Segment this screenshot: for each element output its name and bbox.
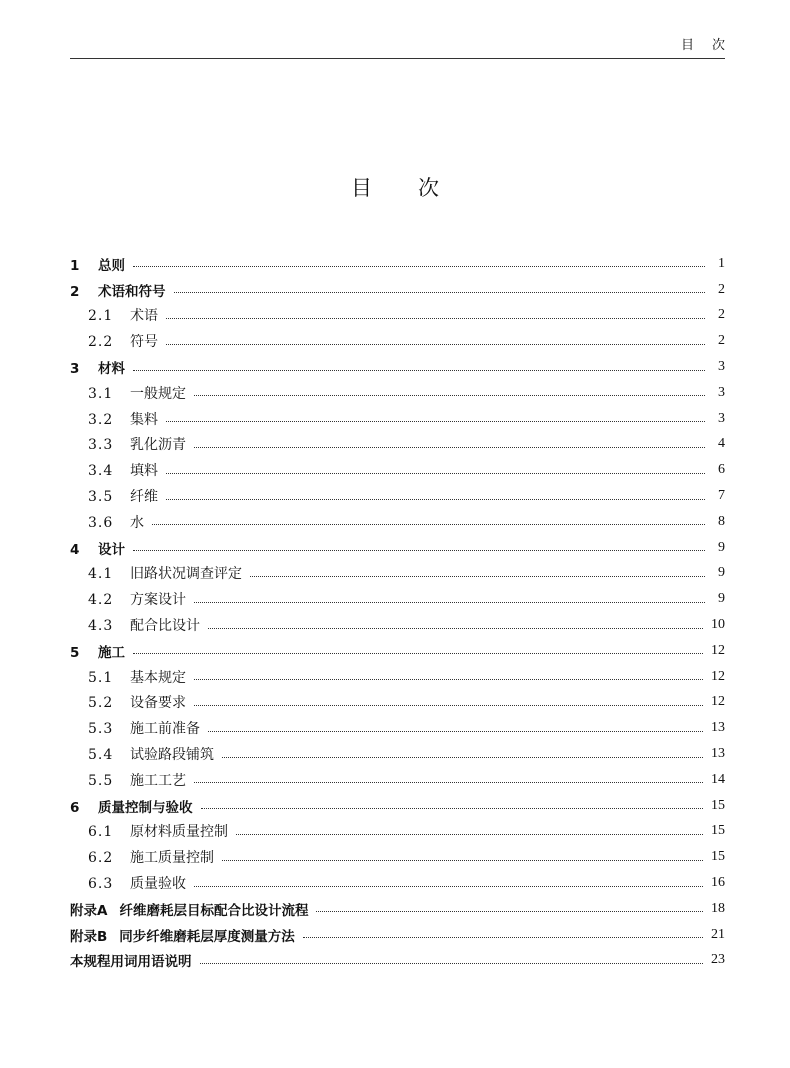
dot-leader bbox=[166, 421, 705, 422]
toc-entry-text bbox=[88, 718, 200, 738]
toc-entry-text bbox=[88, 486, 158, 506]
toc-entry-text bbox=[88, 873, 186, 893]
toc-entry-number: 3.4 bbox=[88, 463, 114, 480]
toc-entry-text bbox=[88, 383, 186, 403]
toc-entry-number: 2.1 bbox=[88, 308, 114, 325]
dot-leader bbox=[194, 782, 703, 783]
toc-entry[interactable] bbox=[70, 457, 725, 483]
dot-leader bbox=[133, 653, 703, 654]
toc-entry-page-number: 15 bbox=[711, 849, 725, 865]
dot-leader bbox=[133, 370, 705, 371]
toc-entry-number: 5.4 bbox=[88, 747, 114, 764]
toc-entry-number: 5.5 bbox=[88, 772, 114, 789]
toc-entry[interactable] bbox=[70, 432, 725, 458]
toc-entry-label: 术语 bbox=[130, 308, 158, 325]
toc-entry-label: 施工前准备 bbox=[130, 721, 200, 738]
toc-entry-label: 配合比设计 bbox=[130, 618, 200, 635]
toc-entry-text bbox=[88, 692, 186, 712]
toc-entry-text bbox=[88, 331, 158, 351]
toc-entry[interactable] bbox=[70, 586, 725, 612]
toc-entry-number: 附录B bbox=[70, 928, 108, 945]
toc-entry[interactable] bbox=[70, 922, 725, 948]
dot-leader bbox=[236, 834, 703, 835]
toc-entry-label: 原材料质量控制 bbox=[130, 824, 228, 841]
toc-entry-label: 基本规定 bbox=[130, 669, 186, 686]
toc-entry[interactable] bbox=[70, 819, 725, 845]
dot-leader bbox=[174, 292, 706, 293]
dot-leader bbox=[194, 602, 705, 603]
toc-entry[interactable] bbox=[70, 251, 725, 277]
table-of-contents bbox=[70, 251, 725, 973]
toc-entry-text bbox=[70, 899, 308, 919]
toc-entry-page-number: 21 bbox=[711, 926, 725, 942]
toc-entry-page-number: 13 bbox=[711, 746, 725, 762]
toc-entry-text bbox=[88, 409, 158, 429]
toc-entry-text bbox=[70, 950, 192, 970]
toc-entry-page-number: 9 bbox=[718, 591, 725, 607]
toc-entry-page-number: 2 bbox=[718, 281, 725, 297]
dot-leader bbox=[133, 266, 705, 267]
toc-entry[interactable] bbox=[70, 844, 725, 870]
toc-entry-label: 试验路段铺筑 bbox=[130, 747, 214, 764]
toc-entry-number: 3.1 bbox=[88, 385, 114, 402]
toc-entry-label: 方案设计 bbox=[130, 592, 186, 609]
toc-entry[interactable] bbox=[70, 303, 725, 329]
toc-entry-label: 设备要求 bbox=[130, 695, 186, 712]
toc-entry[interactable] bbox=[70, 380, 725, 406]
toc-entry-label: 纤维磨耗层目标配合比设计流程 bbox=[119, 902, 309, 919]
toc-entry-number: 附录A bbox=[70, 902, 108, 919]
toc-entry-text bbox=[70, 280, 166, 300]
dot-leader bbox=[133, 550, 705, 551]
toc-entry-page-number: 23 bbox=[711, 952, 725, 968]
toc-entry[interactable] bbox=[70, 277, 725, 303]
toc-entry-text bbox=[88, 744, 214, 764]
toc-entry[interactable] bbox=[70, 535, 725, 561]
toc-entry-page-number: 1 bbox=[718, 255, 725, 271]
toc-entry[interactable] bbox=[70, 509, 725, 535]
toc-entry-text bbox=[88, 615, 200, 635]
toc-entry[interactable] bbox=[70, 406, 725, 432]
toc-entry-text bbox=[70, 357, 125, 377]
toc-entry[interactable] bbox=[70, 715, 725, 741]
dot-leader bbox=[194, 395, 705, 396]
toc-entry-text bbox=[70, 796, 193, 816]
toc-entry[interactable] bbox=[70, 741, 725, 767]
toc-entry-label: 乳化沥青 bbox=[130, 437, 186, 454]
toc-entry[interactable] bbox=[70, 612, 725, 638]
toc-entry-label: 施工工艺 bbox=[130, 772, 186, 789]
toc-entry-page-number: 16 bbox=[711, 875, 725, 891]
toc-entry-number: 1 bbox=[70, 257, 80, 274]
toc-entry-number: 5.2 bbox=[88, 695, 114, 712]
toc-entry-text bbox=[88, 305, 158, 325]
toc-entry-label: 术语和符号 bbox=[98, 283, 166, 300]
toc-entry-text bbox=[88, 667, 186, 687]
dot-leader bbox=[166, 318, 705, 319]
toc-entry-number: 6.3 bbox=[88, 876, 114, 893]
dot-leader bbox=[222, 860, 703, 861]
toc-entry-page-number: 9 bbox=[718, 565, 725, 581]
page-title: 目次 bbox=[351, 176, 485, 200]
dot-leader bbox=[316, 911, 703, 912]
dot-leader bbox=[152, 524, 705, 525]
dot-leader bbox=[194, 679, 703, 680]
toc-entry-label: 集料 bbox=[130, 411, 158, 428]
toc-entry[interactable] bbox=[70, 354, 725, 380]
toc-entry-page-number: 12 bbox=[711, 642, 725, 658]
toc-entry-number: 3.3 bbox=[88, 437, 114, 454]
dot-leader bbox=[208, 731, 703, 732]
dot-leader bbox=[222, 757, 703, 758]
toc-entry-number: 5.1 bbox=[88, 669, 114, 686]
toc-entry[interactable] bbox=[70, 638, 725, 664]
toc-entry-page-number: 3 bbox=[718, 359, 725, 375]
toc-entry[interactable] bbox=[70, 896, 725, 922]
toc-entry-text bbox=[70, 925, 295, 945]
toc-entry[interactable] bbox=[70, 793, 725, 819]
toc-entry-label: 质量控制与验收 bbox=[98, 799, 193, 816]
toc-entry-label: 设计 bbox=[98, 541, 125, 558]
toc-entry-number: 3.2 bbox=[88, 411, 114, 428]
toc-entry-page-number: 3 bbox=[718, 410, 725, 426]
toc-entry-number: 4.3 bbox=[88, 618, 114, 635]
toc-entry-page-number: 2 bbox=[718, 307, 725, 323]
toc-entry-number: 6.1 bbox=[88, 824, 114, 841]
toc-entry-label: 同步纤维磨耗层厚度测量方法 bbox=[119, 928, 295, 945]
running-header-title: 目次 bbox=[680, 38, 743, 53]
toc-entry-number: 3.6 bbox=[88, 514, 114, 531]
toc-entry-text bbox=[88, 434, 186, 454]
toc-entry-page-number: 7 bbox=[718, 488, 725, 504]
toc-entry-label: 填料 bbox=[130, 463, 158, 480]
toc-entry[interactable] bbox=[70, 328, 725, 354]
toc-entry-number: 5 bbox=[70, 644, 80, 661]
toc-entry-text bbox=[88, 589, 186, 609]
dot-leader bbox=[201, 808, 704, 809]
toc-entry-label: 一般规定 bbox=[130, 385, 186, 402]
running-header bbox=[70, 34, 743, 58]
toc-entry-text bbox=[88, 847, 214, 867]
toc-entry-page-number: 12 bbox=[711, 694, 725, 710]
toc-entry[interactable] bbox=[70, 767, 725, 793]
toc-entry-label: 质量验收 bbox=[130, 876, 186, 893]
toc-entry-number: 4 bbox=[70, 541, 80, 558]
toc-entry-label: 施工 bbox=[98, 644, 125, 661]
dot-leader bbox=[194, 705, 703, 706]
toc-entry-page-number: 9 bbox=[718, 539, 725, 555]
toc-entry-label: 总则 bbox=[98, 257, 125, 274]
toc-entry-number: 6 bbox=[70, 799, 80, 816]
dot-leader bbox=[166, 344, 705, 345]
toc-entry-label: 施工质量控制 bbox=[130, 850, 214, 867]
dot-leader bbox=[194, 447, 705, 448]
toc-entry-page-number: 8 bbox=[718, 513, 725, 529]
toc-entry[interactable] bbox=[70, 690, 725, 716]
toc-entry[interactable] bbox=[70, 561, 725, 587]
toc-entry-label: 材料 bbox=[98, 361, 125, 378]
toc-entry-text bbox=[70, 641, 125, 661]
toc-entry-number: 2.2 bbox=[88, 334, 114, 351]
toc-entry-page-number: 3 bbox=[718, 384, 725, 400]
dot-leader bbox=[250, 576, 705, 577]
toc-entry-number: 6.2 bbox=[88, 850, 114, 867]
toc-entry[interactable] bbox=[70, 664, 725, 690]
dot-leader bbox=[166, 473, 705, 474]
toc-entry[interactable] bbox=[70, 948, 725, 974]
toc-entry-text bbox=[88, 512, 144, 532]
toc-entry-page-number: 14 bbox=[711, 771, 725, 787]
toc-entry-page-number: 15 bbox=[711, 823, 725, 839]
toc-entry-text bbox=[88, 460, 158, 480]
toc-entry-label: 纤维 bbox=[130, 489, 158, 506]
dot-leader bbox=[303, 937, 703, 938]
toc-entry-label: 本规程用词用语说明 bbox=[70, 954, 192, 971]
toc-entry-text bbox=[88, 770, 186, 790]
toc-entry-text bbox=[70, 538, 125, 558]
toc-entry-number: 3 bbox=[70, 361, 80, 378]
toc-entry-number: 4.2 bbox=[88, 592, 114, 609]
header-rule bbox=[70, 58, 725, 59]
toc-entry-page-number: 12 bbox=[711, 668, 725, 684]
toc-entry-text bbox=[70, 254, 125, 274]
toc-entry-text bbox=[88, 563, 242, 583]
toc-entry-page-number: 18 bbox=[711, 900, 725, 916]
toc-entry-page-number: 2 bbox=[718, 333, 725, 349]
dot-leader bbox=[166, 499, 705, 500]
toc-entry[interactable] bbox=[70, 870, 725, 896]
dot-leader bbox=[194, 886, 703, 887]
toc-entry-label: 旧路状况调查评定 bbox=[130, 566, 242, 583]
toc-entry-number: 2 bbox=[70, 283, 80, 300]
toc-entry-page-number: 10 bbox=[711, 617, 725, 633]
toc-entry-text bbox=[88, 821, 228, 841]
toc-entry-number: 5.3 bbox=[88, 721, 114, 738]
toc-entry-label: 水 bbox=[130, 514, 144, 531]
dot-leader bbox=[200, 963, 704, 964]
dot-leader bbox=[208, 628, 703, 629]
toc-entry[interactable] bbox=[70, 483, 725, 509]
toc-entry-page-number: 4 bbox=[718, 436, 725, 452]
toc-entry-page-number: 15 bbox=[711, 797, 725, 813]
toc-entry-number: 3.5 bbox=[88, 489, 114, 506]
toc-entry-page-number: 13 bbox=[711, 720, 725, 736]
toc-entry-label: 符号 bbox=[130, 334, 158, 351]
toc-entry-number: 4.1 bbox=[88, 566, 114, 583]
toc-entry-page-number: 6 bbox=[718, 462, 725, 478]
